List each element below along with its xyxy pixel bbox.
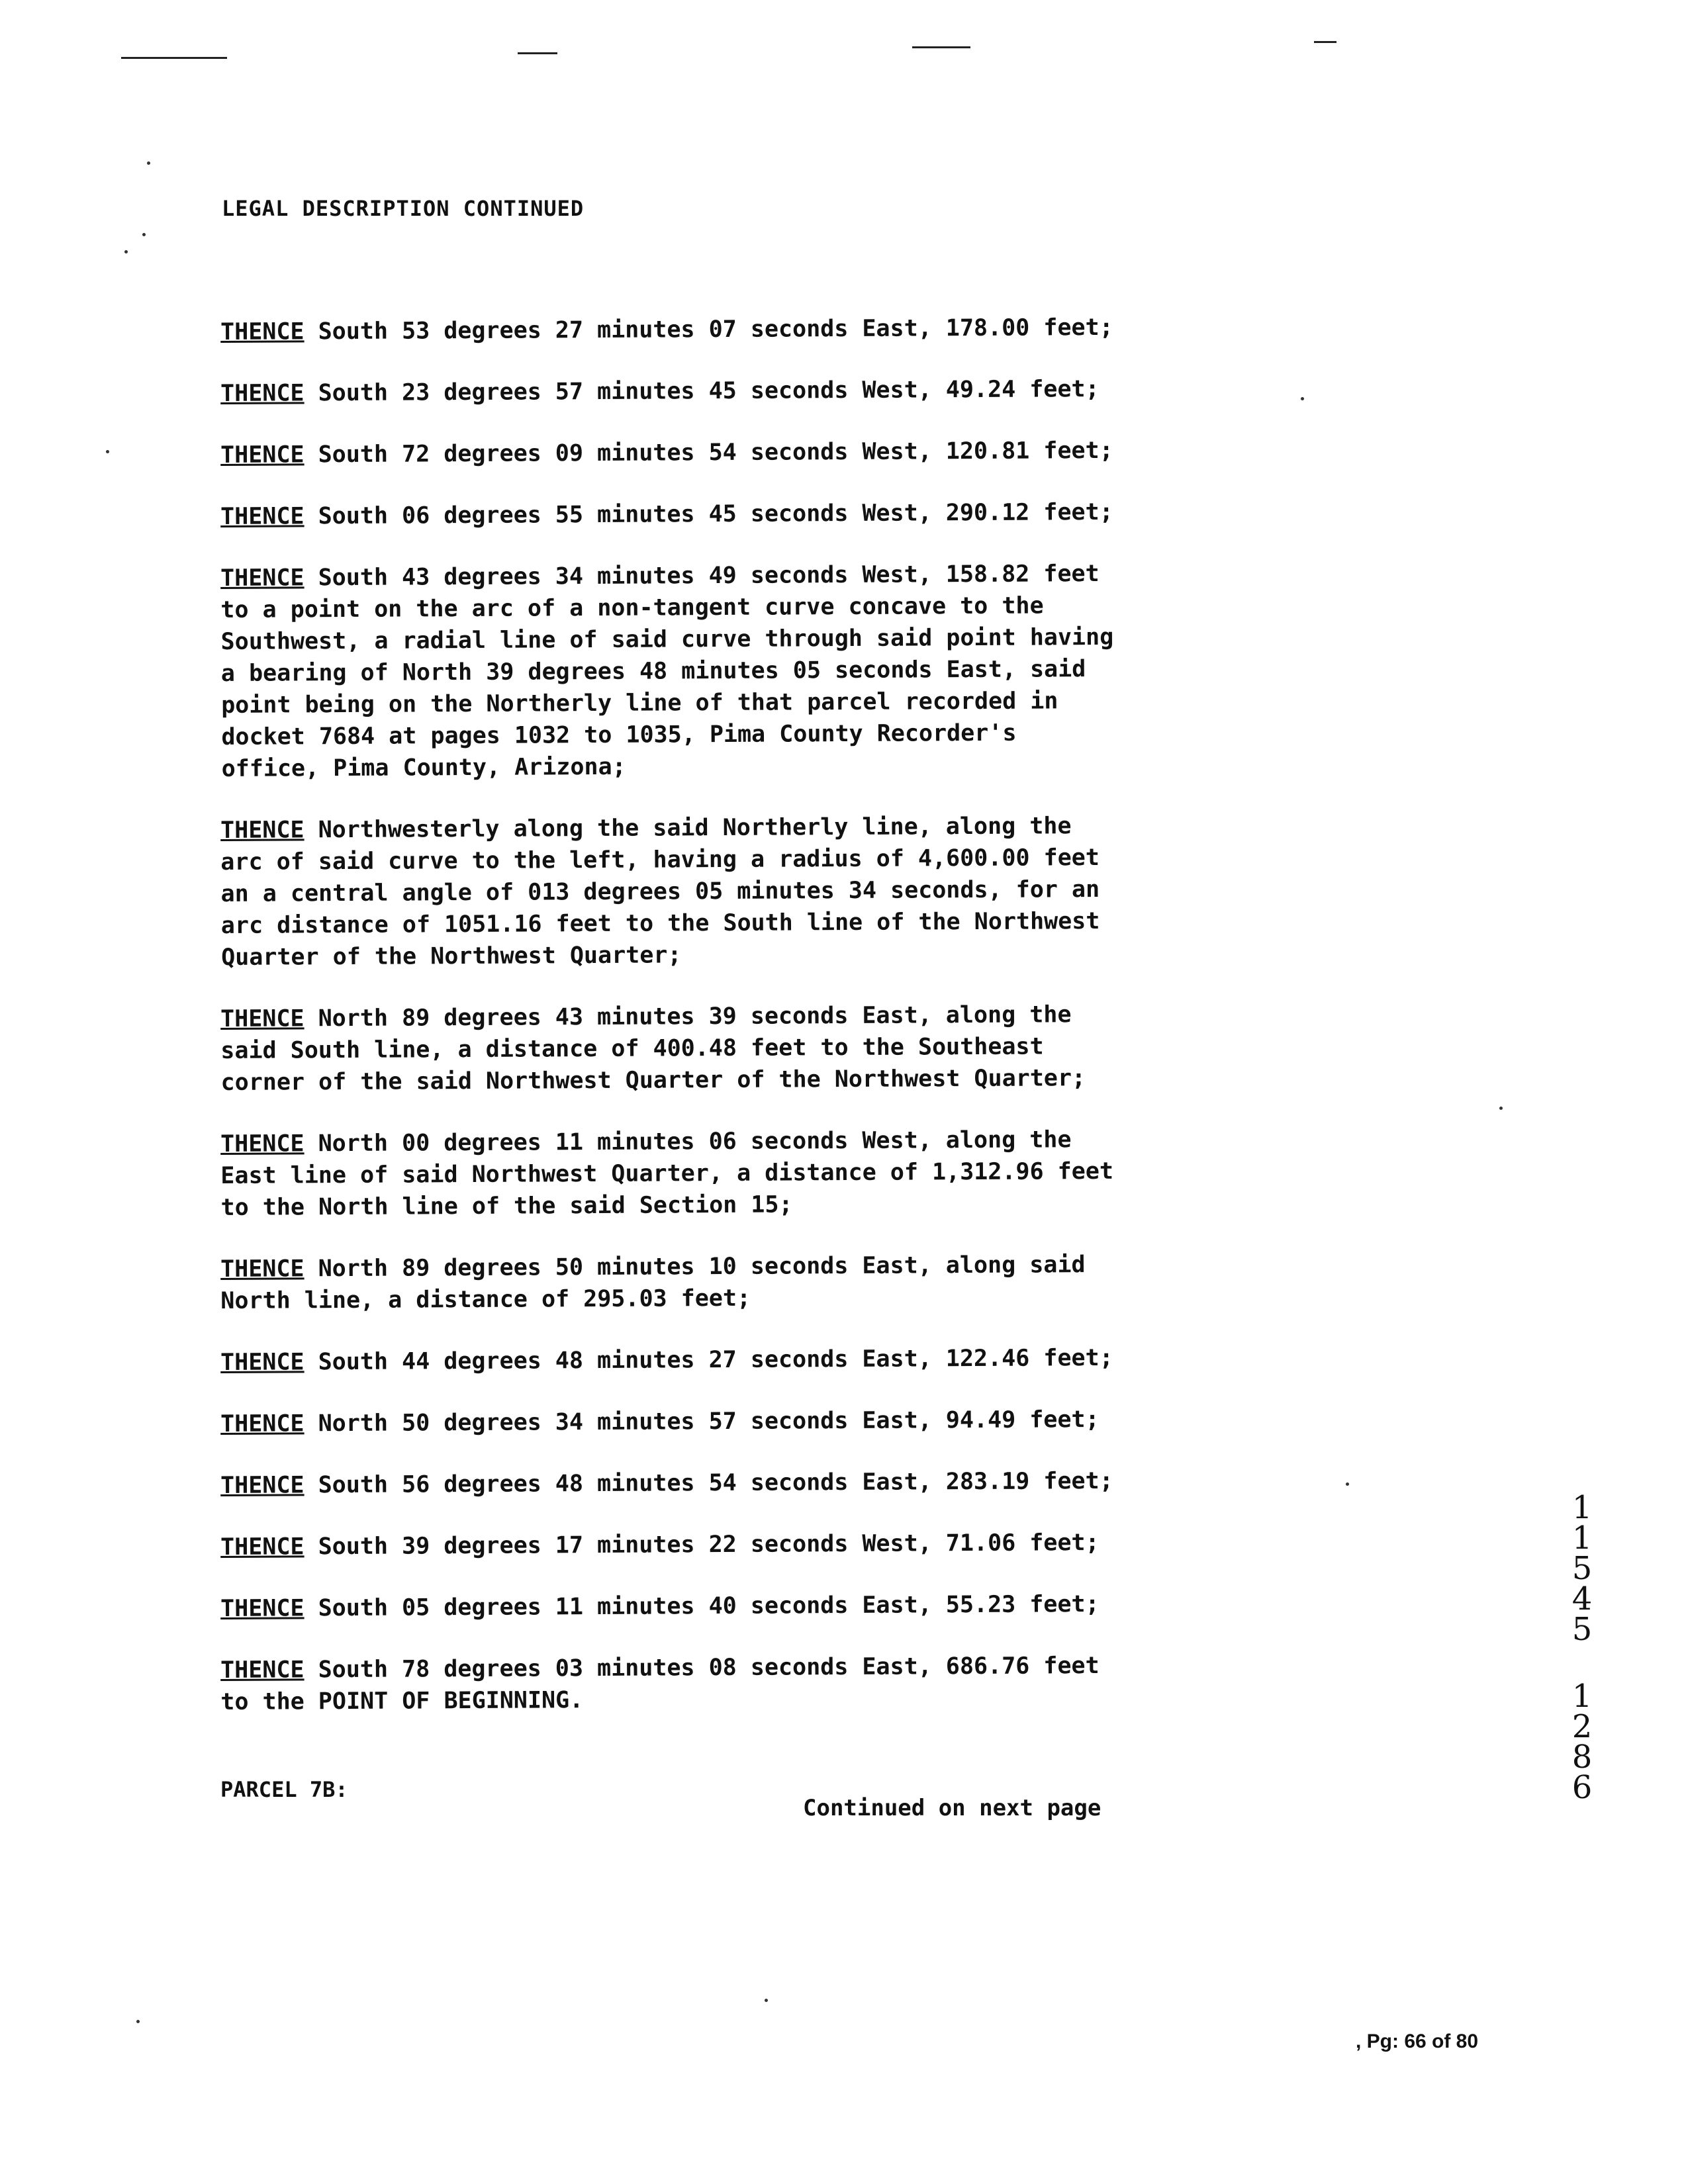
course-text: South 56 degrees 48 minutes 54 seconds East, 283.19 feet; [304,1467,1113,1499]
thence-keyword: THENCE [220,1255,305,1283]
scan-speck [1346,1482,1349,1486]
scan-speck [1499,1107,1503,1110]
course-paragraph [220,1588,1253,1625]
course-text: South 06 degrees 55 minutes 45 seconds West, 290.12 feet; [304,498,1113,530]
course-paragraph [220,1342,1253,1379]
docket-number-stamp [1562,1489,1602,1648]
course-text: South 23 degrees 57 minutes 45 seconds West, 49.24 feet; [304,376,1100,407]
course-paragraph [220,311,1253,348]
scan-mark [1314,41,1336,43]
stamp-digit: 8 [1571,1739,1593,1776]
page-ref-stamp [1562,1678,1602,1806]
course-paragraph [220,1403,1253,1440]
stamp-digit: 1 [1571,1678,1593,1715]
thence-keyword: THENCE [220,1130,305,1158]
thence-keyword: THENCE [220,380,305,407]
course-text: South 05 degrees 11 minutes 40 seconds East, 55.23 feet; [304,1591,1100,1622]
stamp-digit: 5 [1571,1550,1593,1587]
scan-speck [106,450,109,453]
course-text: South 43 degrees 34 minutes 49 seconds West, 158.82 feet to a point on the arc of a non-tangent curve concave to the Southwest, a radial line of said curve through said point having a bearing of North 39 degrees 48 minutes 05 seconds East, said point being on the Northerly line of that parcel recorded in docket 7684 at pages 1032 to 1035, Pima County Recorder's office, Pima County, Arizona; [220,561,1114,782]
course-text: North 00 degrees 11 minutes 06 seconds West, along the East line of said Northwest Quarter, a distance of 1,312.96 feet to the North line of the said Section 15; [220,1126,1114,1221]
course-text: North 50 degrees 34 minutes 57 seconds East, 94.49 feet; [304,1406,1100,1437]
thence-keyword: THENCE [220,1410,305,1437]
course-paragraph [220,496,1253,533]
course-text: North 89 degrees 43 minutes 39 seconds East, along the said South line, a distance of 400.48 feet to the Southeast corner of the said Northwest Quarter of the Northwest Quarter; [220,1001,1086,1096]
thence-keyword: THENCE [220,565,305,592]
course-paragraph [220,557,1254,785]
stamp-digit: 6 [1571,1769,1593,1806]
thence-keyword: THENCE [220,817,305,844]
scan-speck [147,161,150,165]
course-paragraph [220,434,1253,471]
continued-note: Continued on next page [803,1795,1102,1821]
course-text: South 72 degrees 09 minutes 54 seconds West, 120.81 feet; [304,437,1113,469]
thence-keyword: THENCE [220,1533,305,1561]
scan-speck [1301,397,1304,400]
legal-description-body [220,316,1253,1748]
scan-mark [518,52,557,54]
section-heading: LEGAL DESCRIPTION CONTINUED [222,196,585,221]
course-paragraph [220,809,1254,974]
course-text: South 44 degrees 48 minutes 27 seconds East, 122.46 feet; [304,1344,1113,1376]
course-text: South 53 degrees 27 minutes 07 seconds East, 178.00 feet; [304,314,1113,345]
scan-speck [136,2020,140,2023]
course-paragraph [220,1123,1254,1224]
stamp-digit: 1 [1571,1489,1593,1526]
parcel-label: PARCEL 7B: [220,1777,348,1802]
course-text: South 78 degrees 03 minutes 08 seconds East, 686.76 feet to the POINT OF BEGINNING. [220,1653,1100,1715]
course-paragraph [220,1649,1253,1718]
scan-speck [124,250,128,253]
stamp-digit: 2 [1571,1708,1593,1745]
course-paragraph [220,1526,1253,1563]
scan-mark [121,57,227,59]
scan-speck [142,233,146,236]
thence-keyword: THENCE [220,1595,305,1622]
thence-keyword: THENCE [220,1657,305,1684]
scan-speck [765,1999,768,2002]
course-text: South 39 degrees 17 minutes 22 seconds West, 71.06 feet; [304,1529,1100,1561]
thence-keyword: THENCE [220,318,305,345]
thence-keyword: THENCE [220,1005,305,1032]
stamp-digit: 4 [1571,1580,1593,1617]
course-paragraph [220,1465,1253,1502]
course-text: North 89 degrees 50 minutes 10 seconds East, along said North line, a distance of 295.03 feet; [220,1251,1086,1314]
page-number: , Pg: 66 of 80 [1356,2030,1479,2052]
thence-keyword: THENCE [220,1472,305,1499]
thence-keyword: THENCE [220,441,305,469]
scan-mark [912,46,970,48]
course-paragraph [220,373,1253,410]
stamp-digit: 5 [1571,1611,1593,1648]
course-text: Northwesterly along the said Northerly line, along the arc of said curve to the left, having a radius of 4,600.00 feet an a central angle of 013 degrees 05 minutes 34 seconds, for an arc distance of 1051.16 feet to the South line of the Northwest Quarter of the Northwest Quarter; [220,813,1100,971]
course-paragraph [220,1248,1253,1317]
thence-keyword: THENCE [220,503,305,530]
stamp-digit: 1 [1571,1520,1593,1557]
thence-keyword: THENCE [220,1349,305,1376]
course-paragraph [220,998,1254,1099]
